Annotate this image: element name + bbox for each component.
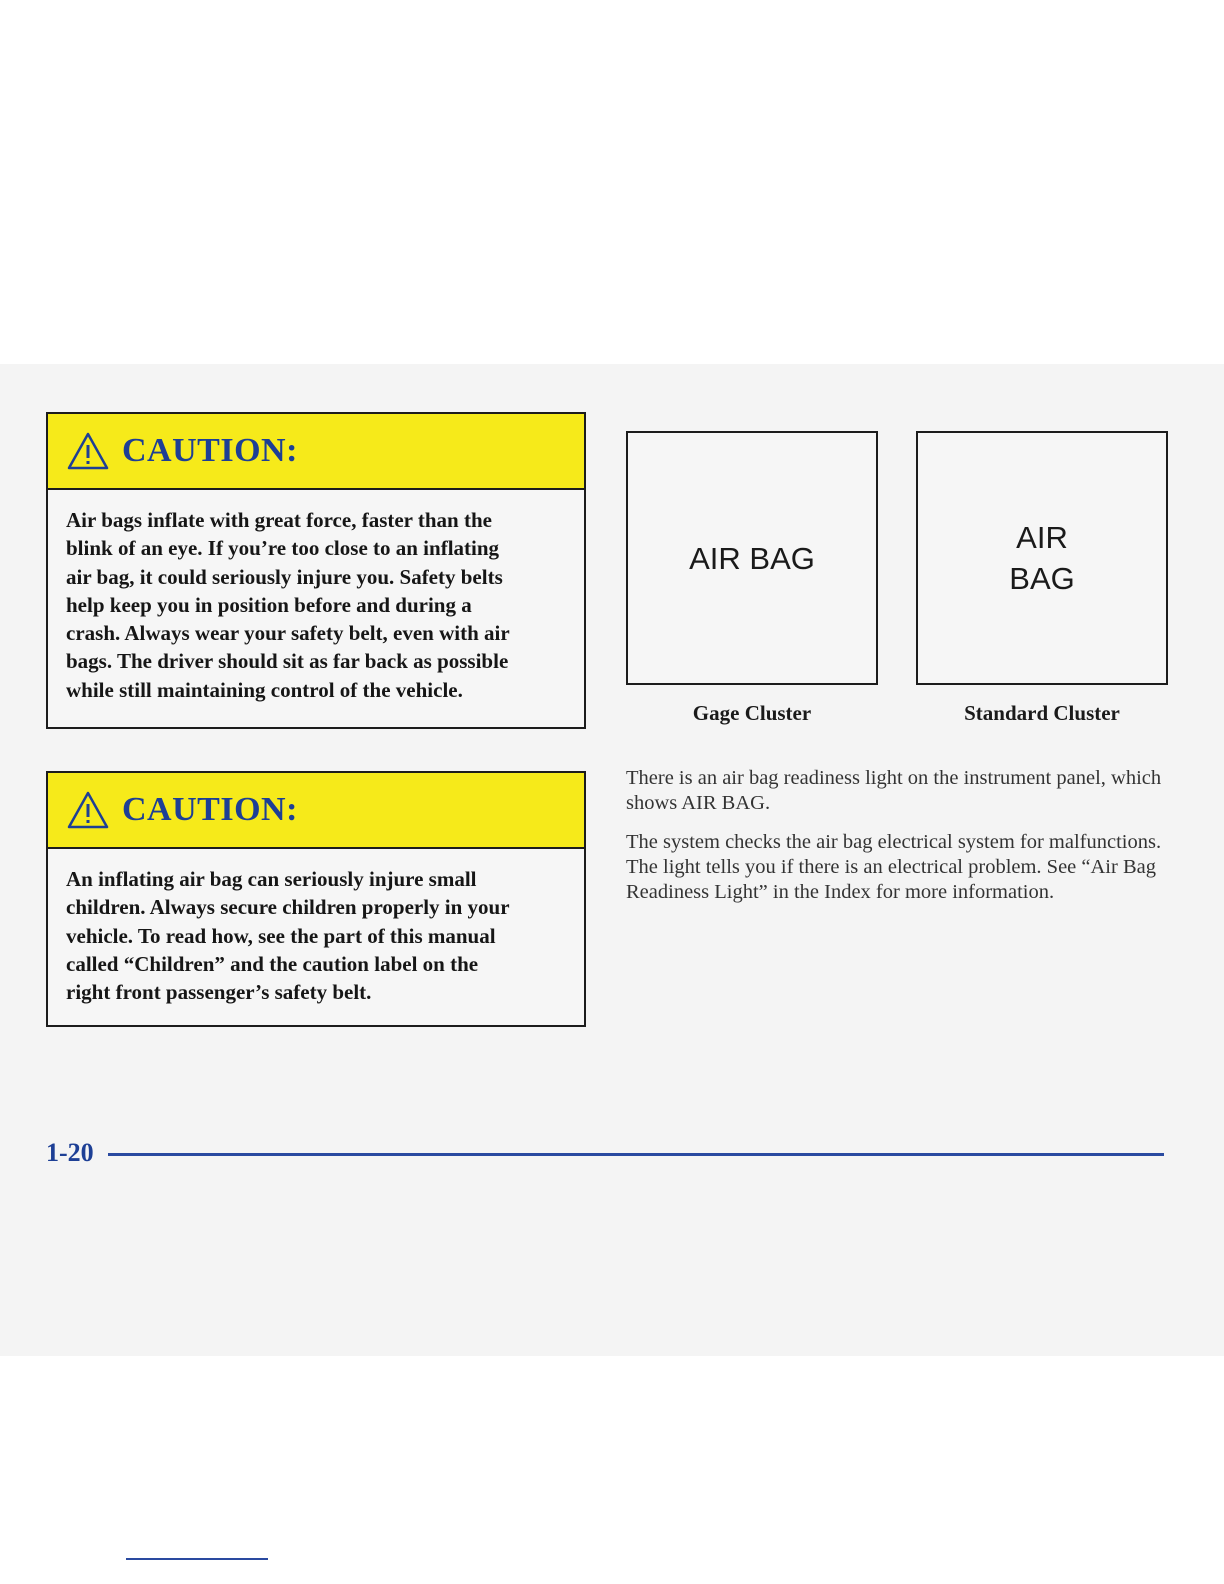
caution-text <box>48 849 584 1006</box>
caution-line: bags. The driver should sit as far back as possible <box>66 649 509 674</box>
air-bag-indicator-text: AIR BAG <box>1009 520 1075 596</box>
page-number: 1-20 <box>46 1138 94 1167</box>
air-bag-indicator-text: AIR BAG <box>689 540 815 576</box>
gage-cluster-indicator <box>626 431 878 685</box>
standard-cluster-indicator <box>916 431 1168 685</box>
caution-box-airbag-force <box>46 412 586 729</box>
caution-line: called “Children” and the caution label on the <box>66 951 479 976</box>
caution-title: CAUTION: <box>122 432 298 469</box>
caution-line: blink of an eye. If you’re too close to an inflating <box>66 536 500 561</box>
caution-box-children <box>46 771 586 1027</box>
bottom-underline <box>126 1558 268 1560</box>
caution-line: children. Always secure children properly in your <box>66 895 510 920</box>
caution-line: crash. Always wear your safety belt, even with air <box>66 621 510 646</box>
caution-header <box>48 414 584 490</box>
caution-line: help keep you in position before and during a <box>66 592 472 617</box>
caution-line: while still maintaining control of the vehicle. <box>66 677 463 702</box>
system-check-paragraph: The system checks the air bag electrical system for malfunctions. The light tells you if there is an electrical problem. See “Air Bag Readiness Light” in the Index for more information. <box>626 831 1162 903</box>
caution-line: vehicle. To read how, see the part of this manual <box>66 923 496 948</box>
caution-line: Air bags inflate with great force, faster than the <box>66 508 492 532</box>
caution-header <box>48 773 584 849</box>
caution-line: air bag, it could seriously injure you. Safety belts <box>66 564 503 589</box>
readiness-light-paragraph: There is an air bag readiness light on the instrument panel, which shows AIR BAG. <box>626 767 1162 814</box>
gage-cluster-caption: Gage Cluster <box>692 701 812 725</box>
caution-line: right front passenger’s safety belt. <box>66 980 372 1005</box>
footer-divider <box>108 1153 1164 1156</box>
caution-line: An inflating air bag can seriously injure small <box>66 867 477 891</box>
warning-triangle-icon <box>66 431 110 471</box>
caution-text <box>48 490 584 704</box>
standard-cluster-caption: Standard Cluster <box>964 701 1120 725</box>
warning-triangle-icon <box>66 790 110 830</box>
caution-title: CAUTION: <box>122 791 298 828</box>
